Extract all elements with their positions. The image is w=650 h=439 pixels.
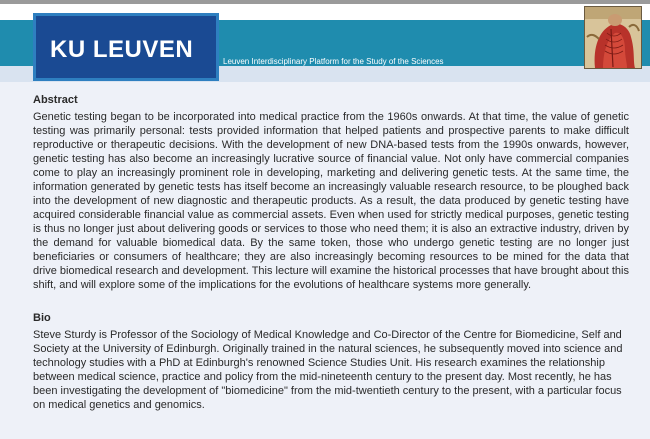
logo-text: KU LEUVEN bbox=[50, 36, 194, 63]
bio-text: Steve Sturdy is Professor of the Sociology of Medical Knowledge and Co-Director of the Centre for Biomedicine, Self and Society at the University of Edinburgh. Originally trained in the natural sciences, he subsequently moved into science and technology studies with a PhD at Edinburgh's renowned Science Studies Unit. His research examines the relationship between medical science, practice and policy from the mid-nineteenth century to the present day. Most recently, he has been investigating the development of "biomedicine" from the mid-twentieth century to the present, with a particular focus on medical genetics and genomics. bbox=[33, 329, 623, 411]
ku-leuven-logo[interactable] bbox=[33, 13, 219, 81]
bio-heading: Bio bbox=[33, 312, 51, 324]
platform-name: Leuven Interdisciplinary Platform for the Study of the Sciences bbox=[223, 57, 444, 66]
abstract-heading: Abstract bbox=[33, 94, 78, 106]
abstract-text: Genetic testing began to be incorporated into medical practice from the 1960s onwards. At that time, the value of genetic testing was primarily personal: tests provided information that helped patients and prospective parents to make difficult reproductive or therapeutic decisions. With the development of new DNA-based tests from the 1990s onwards, however, genetic testing has also become an increasingly lucrative source of financial value. Not only have commercial companies come to play an increasingly prominent role in developing, marketing and delivering genetic tests. At the same time, the information generated by genetic tests has itself become an increasingly valuable research resource, to be ploughed back into the development of new diagnostic and therapeutic products. As a result, the data produced by genetic testing have acquired considerable financial value as commercial assets. Even when used for strictly medical purposes, genetic testing is thus no longer just about delivering goods or services to those who need them; it is also an extractive industry, driven by the demand for valuable biomedical data. By the same token, those who undergo genetic testing are no longer just beneficiaries or consumers of healthcare; they are also increasingly becoming resources to be mined for the data that drive biomedical research and development. This lecture will examine the historical processes that have brought about this shift, and will explore some of the implications for the evolutions of healthcare systems more generally. bbox=[33, 111, 629, 291]
anatomical-figure-image bbox=[584, 6, 642, 69]
main-content bbox=[33, 93, 629, 412]
